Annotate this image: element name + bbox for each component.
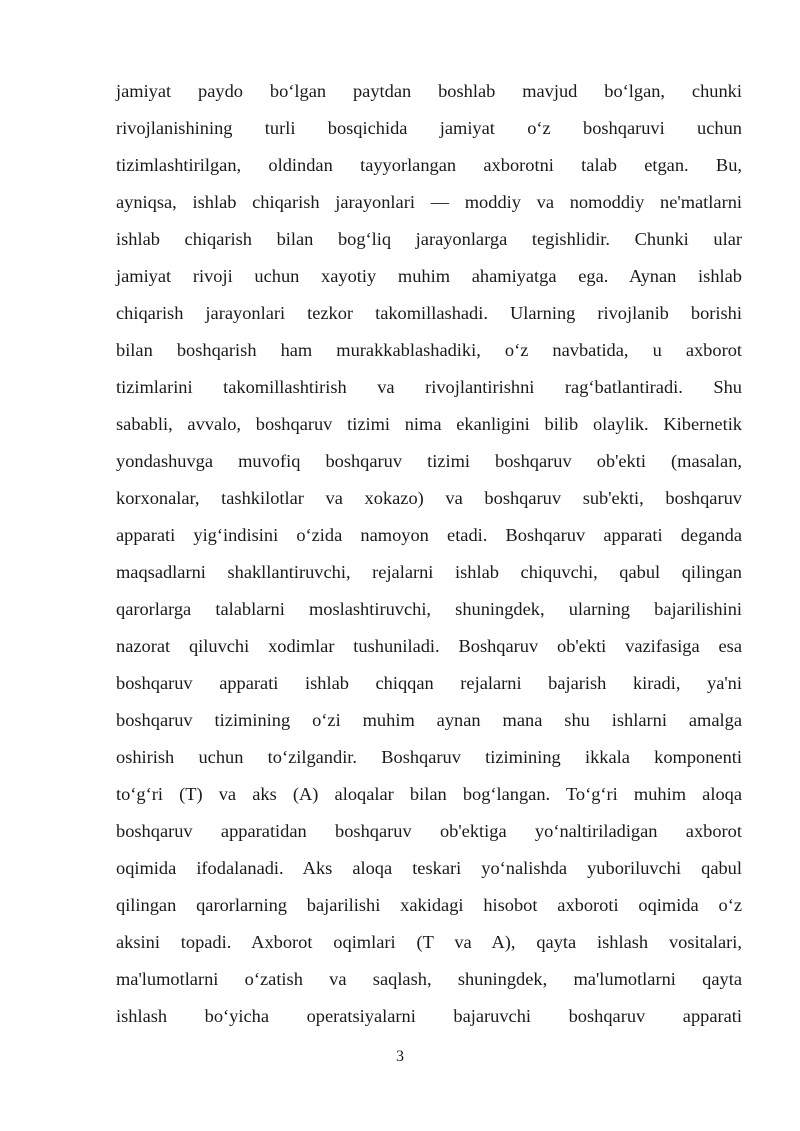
text-line: tizimlashtirilgan, oldindan tayyorlangan axborotni talab etgan. Bu, <box>116 155 742 175</box>
text-line: to‘g‘ri (T) va aks (A) aloqalar bilan bog‘langan. To‘g‘ri muhim aloqa <box>116 784 742 804</box>
text-line: jamiyat rivoji uchun xayotiy muhim ahamiyatga ega. Aynan ishlab <box>116 266 742 286</box>
text-line: rivojlanishining turli bosqichida jamiyat o‘z boshqaruvi uchun <box>116 118 742 138</box>
text-line: jamiyat paydo bo‘lgan paytdan boshlab mavjud bo‘lgan, chunki <box>116 81 742 101</box>
text-line: sababli, avvalo, boshqaruv tizimi nima ekanligini bilib olaylik. Kibernetik <box>116 414 742 434</box>
text-line: aksini topadi. Axborot oqimlari (T va A), qayta ishlash vositalari, <box>116 932 742 952</box>
page-number: 3 <box>396 1048 404 1065</box>
text-line: bilan boshqarish ham murakkablashadiki, o‘z navbatida, u axborot <box>116 340 742 360</box>
text-line: qarorlarga talablarni moslashtiruvchi, shuningdek, ularning bajarilishini <box>116 599 742 619</box>
text-line: ishlash bo‘yicha operatsiyalarni bajaruvchi boshqaruv apparati <box>116 1006 742 1026</box>
text-line: ishlab chiqarish bilan bog‘liq jarayonlarga tegishlidir. Chunki ular <box>116 229 742 249</box>
text-line: ma'lumotlarni o‘zatish va saqlash, shuningdek, ma'lumotlarni qayta <box>116 969 742 989</box>
text-line: ayniqsa, ishlab chiqarish jarayonlari — moddiy va nomoddiy ne'matlarni <box>116 192 742 212</box>
text-line: boshqaruv apparati ishlab chiqqan rejalarni bajarish kiradi, ya'ni <box>116 673 742 693</box>
text-line: oshirish uchun to‘zilgandir. Boshqaruv tizimining ikkala komponenti <box>116 747 742 767</box>
text-line: qilingan qarorlarning bajarilishi xakidagi hisobot axboroti oqimida o‘z <box>116 895 742 915</box>
text-line: apparati yig‘indisini o‘zida namoyon etadi. Boshqaruv apparati deganda <box>116 525 742 545</box>
text-line: chiqarish jarayonlari tezkor takomillashadi. Ularning rivojlanib borishi <box>116 303 742 323</box>
text-line: oqimida ifodalanadi. Aks aloqa teskari yo‘nalishda yuboriluvchi qabul <box>116 858 742 878</box>
text-line: boshqaruv apparatidan boshqaruv ob'ektiga yo‘naltiriladigan axborot <box>116 821 742 841</box>
text-line: korxonalar, tashkilotlar va xokazo) va boshqaruv sub'ekti, boshqaruv <box>116 488 742 508</box>
text-line: yondashuvga muvofiq boshqaruv tizimi boshqaruv ob'ekti (masalan, <box>116 451 742 471</box>
text-line: maqsadlarni shakllantiruvchi, rejalarni ishlab chiquvchi, qabul qilingan <box>116 562 742 582</box>
text-line: nazorat qiluvchi xodimlar tushuniladi. Boshqaruv ob'ekti vazifasiga esa <box>116 636 742 656</box>
text-line: boshqaruv tizimining o‘zi muhim aynan mana shu ishlarni amalga <box>116 710 742 730</box>
text-line: tizimlarini takomillashtirish va rivojlantirishni rag‘batlantiradi. Shu <box>116 377 742 397</box>
